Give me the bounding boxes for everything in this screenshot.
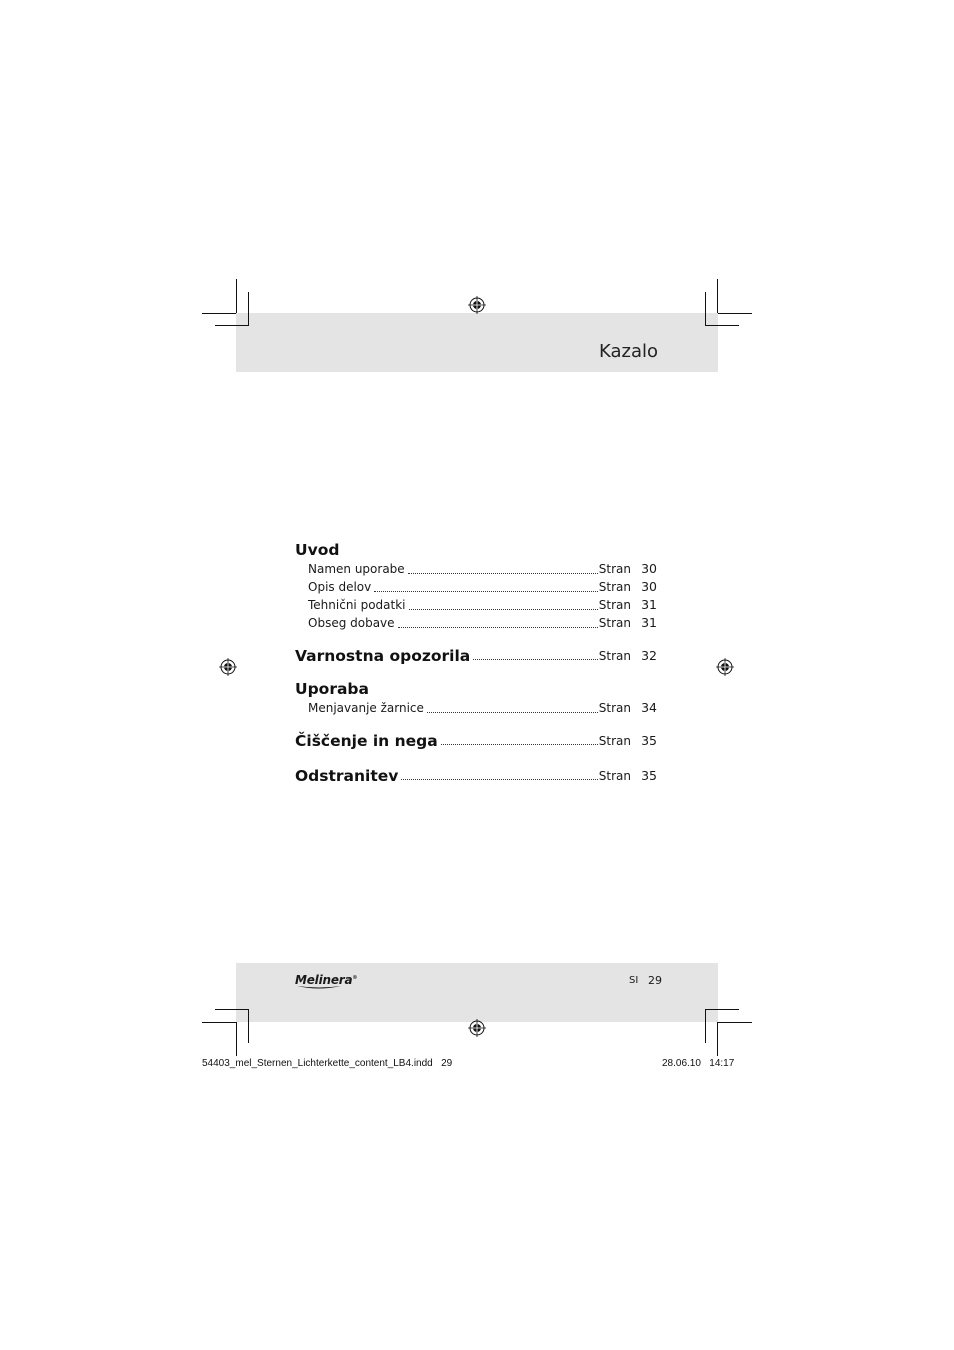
section-title: Odstranitev	[295, 767, 399, 785]
toc-entry[interactable]	[295, 578, 657, 596]
section-title: Uporaba	[295, 680, 369, 698]
registration-mark-icon	[716, 658, 734, 676]
entry-label: Obseg dobave	[308, 616, 395, 630]
registration-mark-icon	[468, 296, 486, 314]
page-prefix: Stran	[598, 734, 631, 748]
page-number: 31	[641, 597, 657, 612]
crop-mark	[705, 292, 706, 326]
crop-mark	[236, 1022, 237, 1056]
toc-entry[interactable]	[295, 596, 657, 614]
brand-name: Melinera	[295, 973, 353, 987]
page-prefix: Stran	[598, 616, 631, 630]
crop-mark	[718, 313, 752, 314]
crop-mark	[717, 279, 718, 313]
dot-leader	[409, 608, 598, 610]
toc-entry[interactable]	[295, 614, 657, 632]
dot-leader	[473, 658, 598, 660]
page-prefix: Stran	[598, 649, 631, 663]
page-number: 31	[641, 615, 657, 630]
dot-leader	[374, 590, 598, 592]
brand-swoosh-icon	[297, 985, 341, 990]
dot-leader	[441, 743, 598, 745]
toc-section-uvod	[295, 540, 657, 632]
toc-section-ciscenje-in-nega[interactable]	[295, 731, 657, 751]
page-number: 34	[641, 700, 657, 715]
entry-label: Namen uporabe	[308, 562, 405, 576]
table-of-contents	[295, 540, 657, 786]
brand-logo: Melinera®	[295, 973, 358, 987]
toc-section-uporaba	[295, 679, 657, 717]
dot-leader	[408, 572, 598, 574]
page-prefix: Stran	[598, 598, 631, 612]
page-number: 30	[641, 579, 657, 594]
footer-band	[236, 963, 718, 1022]
crop-mark	[202, 313, 236, 314]
page-prefix: Stran	[598, 701, 631, 715]
crop-mark	[718, 1022, 752, 1023]
page-number: 30	[641, 561, 657, 576]
dot-leader	[427, 711, 598, 713]
crop-mark	[215, 325, 249, 326]
crop-mark	[236, 279, 237, 313]
toc-entry[interactable]	[295, 699, 657, 717]
section-title: Varnostna opozorila	[295, 647, 471, 665]
crop-mark	[248, 1009, 249, 1043]
dot-leader	[401, 778, 597, 780]
crop-mark	[705, 1009, 706, 1043]
section-title: Uvod	[295, 541, 340, 559]
page-number: 32	[641, 648, 657, 663]
dot-leader	[398, 626, 598, 628]
entry-label: Menjavanje žarnice	[308, 701, 424, 715]
toc-section-odstranitev[interactable]	[295, 766, 657, 786]
crop-mark	[705, 325, 739, 326]
toc-entry[interactable]	[295, 560, 657, 578]
page-prefix: Stran	[598, 580, 631, 594]
page-prefix: Stran	[598, 769, 631, 783]
toc-section-varnostna-opozorila[interactable]	[295, 646, 657, 666]
crop-mark	[248, 292, 249, 326]
crop-mark	[705, 1009, 739, 1010]
section-title: Čiščenje in nega	[295, 732, 438, 750]
entry-label: Opis delov	[308, 580, 372, 594]
footer-page-number: 29	[648, 974, 662, 987]
slug-filename: 54403_mel_Sternen_Lichterkette_content_LB4.indd 29	[202, 1058, 453, 1069]
page-prefix: Stran	[598, 562, 631, 576]
registration-mark-icon	[468, 1019, 486, 1037]
language-code: SI	[629, 975, 639, 986]
page-title: Kazalo	[598, 341, 658, 362]
entry-label: Tehnični podatki	[308, 598, 406, 612]
slug-date: 28.06.10 14:17	[662, 1058, 735, 1069]
page-number: 35	[641, 768, 657, 783]
crop-mark	[202, 1022, 236, 1023]
crop-mark	[717, 1022, 718, 1056]
registration-mark-icon	[219, 658, 237, 676]
page-number: 35	[641, 733, 657, 748]
crop-mark	[215, 1009, 249, 1010]
